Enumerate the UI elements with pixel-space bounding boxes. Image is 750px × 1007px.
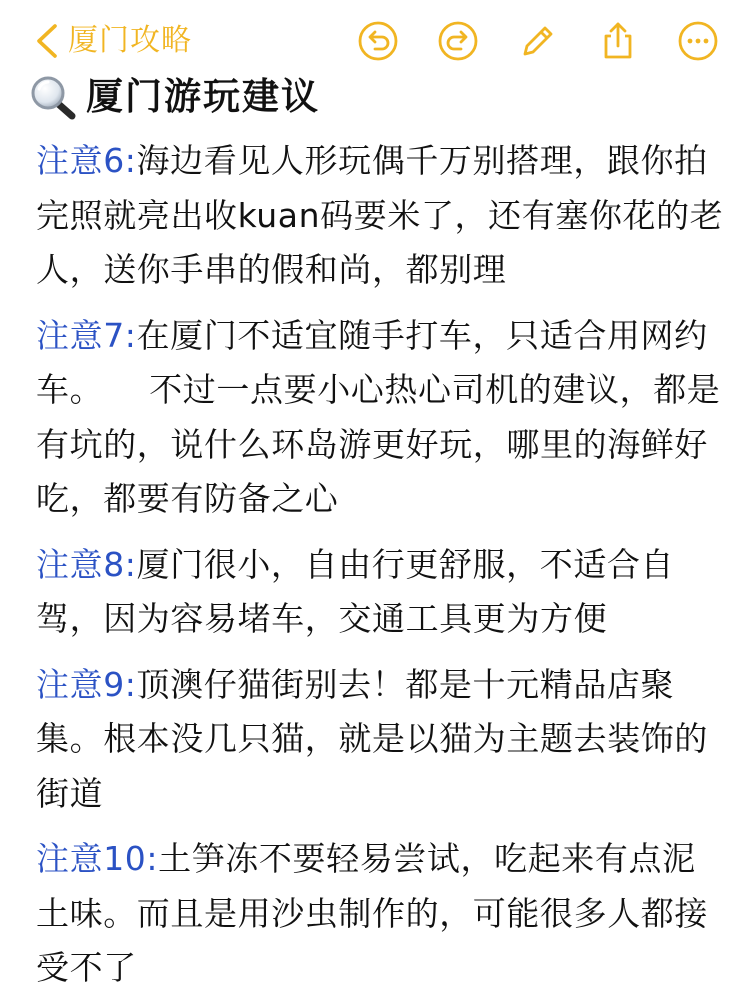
note-text: 不过一点要小心热心司机的建议，都是有坑的，说什么环岛游更好玩，哪里的海鲜好吃，都要有防备之心 [36, 370, 721, 518]
undo-button[interactable] [356, 19, 400, 63]
note-tag: 注意7: [36, 315, 137, 355]
toolbar-actions [356, 19, 720, 63]
note-tag: 注意8: [36, 544, 137, 584]
note-tag: 注意9: [36, 664, 137, 704]
redo-icon [437, 20, 479, 62]
chevron-left-icon [34, 23, 60, 59]
note-text: 在厦门不适宜随手打车，只适合用网约车。 [36, 315, 708, 409]
top-toolbar [0, 0, 750, 78]
note-text: 厦门很小，自由行更舒服，不适合自驾，因为容易堵车，交通工具更为方便 [36, 544, 675, 638]
share-button[interactable] [596, 19, 640, 63]
pencil-icon [517, 20, 559, 62]
magnifier-icon [28, 74, 80, 120]
share-icon [597, 20, 639, 62]
note-text: 土笋冻不要轻易尝试，吃起来有点泥土味。而且是用沙虫制作的，可能很多人都接受不了 [36, 839, 708, 987]
note-title [28, 72, 320, 122]
more-button[interactable] [676, 19, 720, 63]
back-button[interactable] [34, 20, 192, 62]
back-label: 厦门攻略 [68, 23, 192, 58]
page-title: 厦门游玩建议 [86, 75, 320, 118]
note-item [36, 832, 726, 996]
note-item [36, 309, 726, 527]
redo-button[interactable] [436, 19, 480, 63]
note-text: 顶澳仔猫街别去！都是十元精品店聚集。根本没几只猫，就是以猫为主题去装饰的街道 [36, 664, 708, 813]
undo-icon [357, 20, 399, 62]
note-tag: 注意10: [36, 839, 159, 878]
more-icon [677, 20, 719, 62]
note-body [36, 134, 726, 1007]
note-item [36, 134, 726, 298]
edit-button[interactable] [516, 19, 560, 63]
note-text: 海边看见人形玩偶千万别搭理，跟你拍完照就亮出收kuan码要米了，还有塞你花的老人，送你手串的假和尚，都别理 [36, 141, 724, 289]
note-tag: 注意6: [36, 141, 137, 180]
note-item [36, 538, 726, 647]
note-item [36, 658, 726, 822]
